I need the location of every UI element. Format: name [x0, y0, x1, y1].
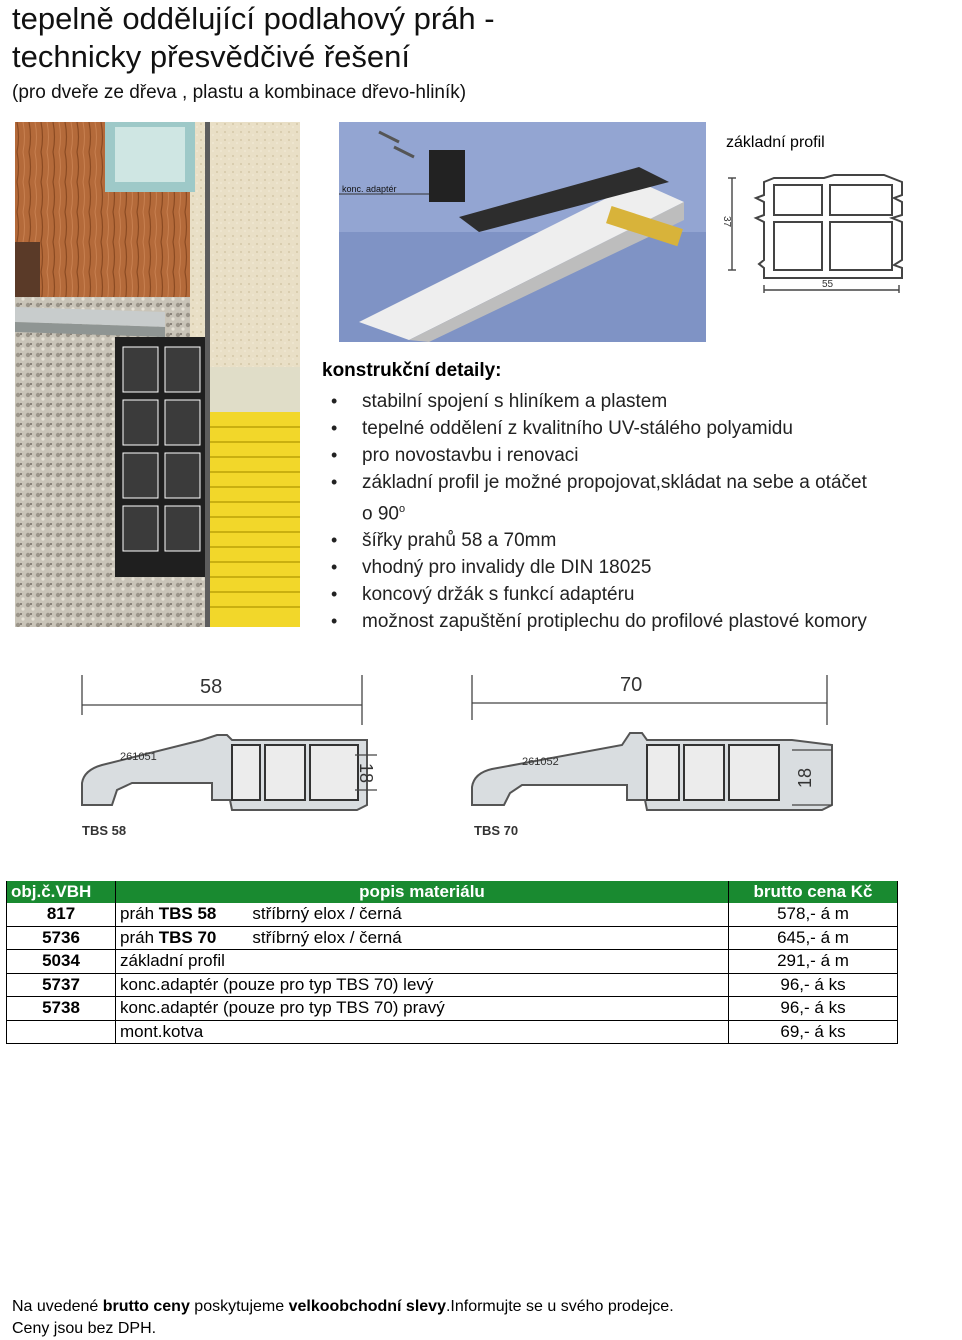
table-row	[7, 903, 898, 926]
degree-sup: o	[398, 503, 406, 515]
table-header-row	[7, 881, 898, 903]
footer-bold: velkoobchodní slevy	[288, 1298, 446, 1315]
page-title	[12, 0, 495, 76]
row-description: základní profil	[116, 950, 729, 974]
row-code: 5034	[7, 950, 116, 974]
detail-item	[322, 469, 962, 527]
footer-line-1	[12, 1296, 674, 1318]
desc-prefix: práh	[120, 927, 159, 947]
detail-item: • možnost zapuštění protiplechu do profilové plastové komory	[322, 608, 962, 635]
header-description: popis materiálu	[116, 881, 729, 903]
desc-finish: stříbrný elox / černá	[252, 904, 402, 924]
desc-prefix: práh	[120, 904, 159, 924]
footer-line-2: Ceny jsou bez DPH.	[12, 1320, 157, 1337]
table-row	[7, 973, 898, 997]
details-list	[322, 388, 962, 635]
row-price: 69,- á ks	[729, 1020, 898, 1044]
header-code: obj.č.VBH	[7, 881, 116, 903]
row-price: 578,- á m	[729, 903, 898, 926]
construction-details	[322, 360, 962, 635]
tbs58-height-dimension: 18	[356, 763, 376, 784]
adapter-callout-label: konc. adaptér	[342, 184, 397, 194]
detail-item: • stabilní spojení s hliníkem a plastem	[322, 388, 962, 415]
row-code	[7, 1020, 116, 1044]
table-row	[7, 950, 898, 974]
row-description: konc.adaptér (pouze pro typ TBS 70) levý	[116, 973, 729, 997]
row-code: 817	[7, 903, 116, 926]
desc-type: TBS 58	[158, 904, 217, 924]
row-description: mont.kotva	[116, 1020, 729, 1044]
row-price: 96,- á ks	[729, 997, 898, 1021]
title-line-1: tepelně oddělující podlahový práh -	[12, 1, 495, 36]
footer-text: poskytujeme	[189, 1298, 289, 1315]
table-row	[7, 926, 898, 950]
detail-item-text: základní profil je možné propojovat,skládat na sebe a otáčet	[362, 472, 867, 493]
detail-item: • šířky prahů 58 a 70mm	[322, 527, 962, 554]
threshold-cross-sections	[72, 665, 842, 865]
detail-item: • pro novostavbu i renovaci	[322, 442, 962, 469]
tbs70-name: TBS 70	[474, 823, 519, 838]
threshold-installation-photo	[15, 122, 300, 627]
row-price: 645,- á m	[729, 926, 898, 950]
tbs58-name: TBS 58	[82, 823, 127, 838]
row-code: 5738	[7, 997, 116, 1021]
base-profile-drawing	[721, 160, 914, 295]
title-line-2: technicky přesvědčivé řešení	[12, 39, 411, 74]
row-description: konc.adaptér (pouze pro typ TBS 70) pravý	[116, 997, 729, 1021]
detail-item: • tepelné oddělení z kvalitního UV-stálého polyamidu	[322, 415, 962, 442]
tbs58-code: 261051	[120, 751, 157, 763]
row-code: 5737	[7, 973, 116, 997]
table-row	[7, 997, 898, 1021]
tbs70-width-dimension: 70	[620, 674, 643, 696]
rotation-text: o 90	[362, 503, 399, 525]
row-price: 291,- á m	[729, 950, 898, 974]
tbs70-code: 261052	[522, 756, 559, 768]
tbs58-section	[82, 675, 377, 838]
profile-label: základní profil	[726, 134, 825, 151]
details-heading: konstrukční detaily:	[322, 360, 502, 381]
tbs70-section	[472, 674, 832, 838]
row-code: 5736	[7, 926, 116, 950]
table-row	[7, 1020, 898, 1044]
detail-item: • vhodný pro invalidy dle DIN 18025	[322, 554, 962, 581]
footer-text: Na uvedené	[12, 1298, 103, 1315]
end-adapter-photo	[339, 122, 706, 342]
profile-height-dimension: 37	[721, 216, 732, 228]
price-table	[6, 881, 898, 1044]
profile-width-dimension: 55	[822, 279, 834, 290]
page-subtitle: (pro dveře ze dřeva , plastu a kombinace dřevo-hliník)	[12, 82, 467, 103]
header-price: brutto cena Kč	[729, 881, 898, 903]
footer-bold: brutto ceny	[102, 1298, 190, 1315]
footer-text: .Informujte se u svého prodejce.	[445, 1298, 674, 1315]
tbs58-width-dimension: 58	[200, 676, 223, 698]
desc-type: TBS 70	[158, 927, 217, 947]
desc-finish: stříbrný elox / černá	[252, 927, 402, 947]
footer-note	[12, 1296, 674, 1340]
row-description	[116, 903, 729, 926]
detail-item: • koncový držák s funkcí adaptéru	[322, 581, 962, 608]
row-description	[116, 926, 729, 950]
tbs70-height-dimension: 18	[795, 767, 815, 788]
row-price: 96,- á ks	[729, 973, 898, 997]
